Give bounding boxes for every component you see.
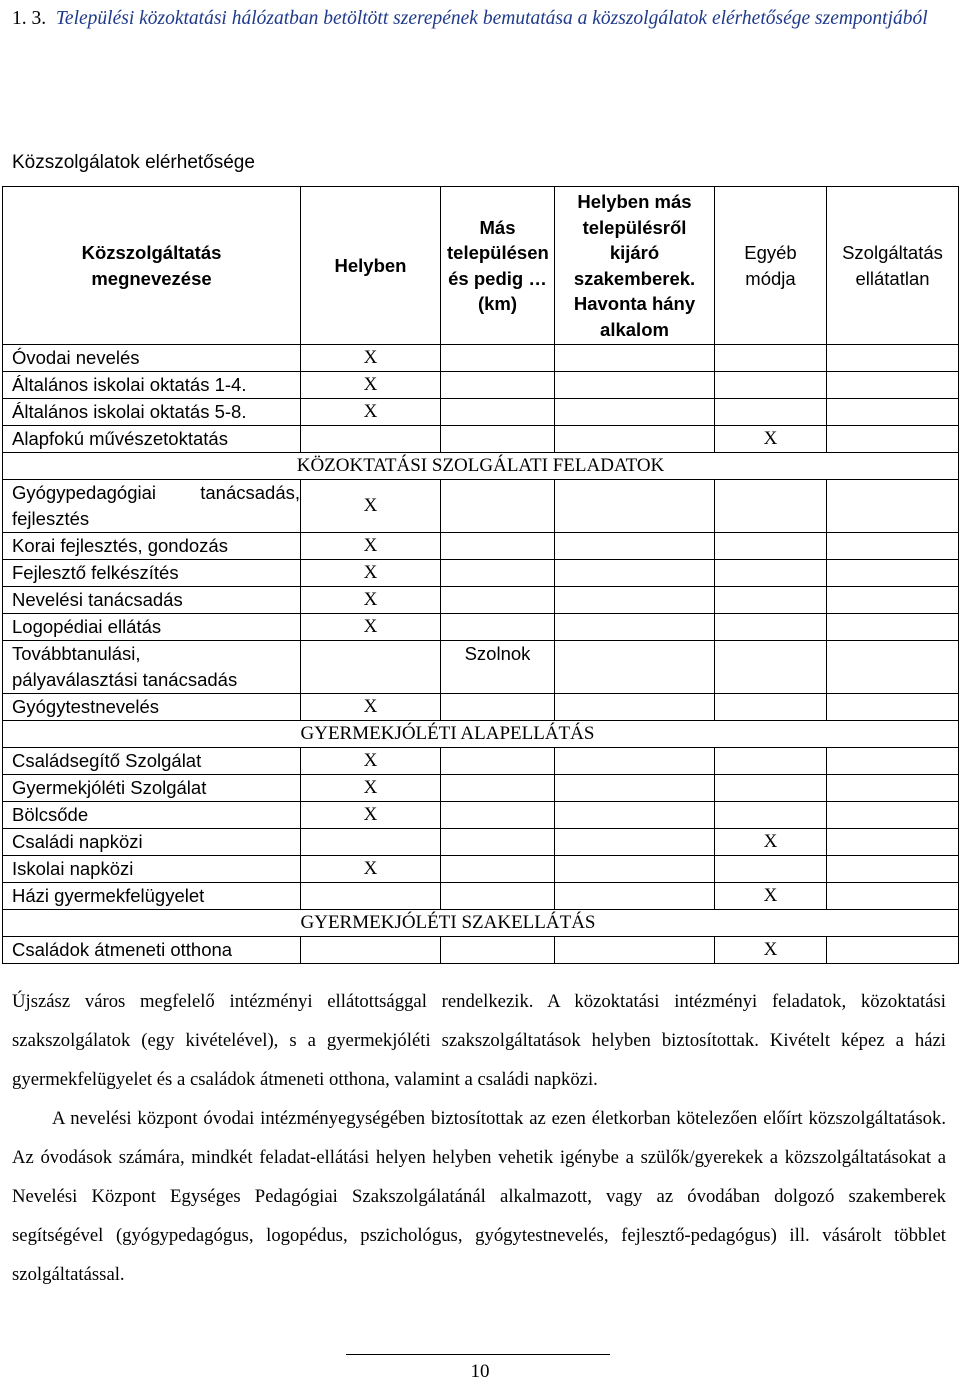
mas-value (441, 480, 555, 533)
ellatatlan-mark (827, 802, 959, 829)
table-row (3, 937, 959, 964)
row-name: Továbbtanulási, pályaválasztási tanácsadás (3, 641, 301, 694)
kijaro-value (555, 775, 715, 802)
helyben-mark: X (301, 533, 441, 560)
egyeb-mark (715, 694, 827, 721)
row-name: Fejlesztő felkészítés (3, 560, 301, 587)
ellatatlan-mark (827, 883, 959, 910)
col-header-ellatatlan: Szolgáltatás ellátatlan (827, 187, 959, 345)
ellatatlan-mark (827, 937, 959, 964)
helyben-mark: X (301, 614, 441, 641)
col-header-name: Közszolgáltatás megnevezése (3, 187, 301, 345)
kijaro-value (555, 614, 715, 641)
section-label: GYERMEKJÓLÉTI SZAKELLÁTÁS (301, 910, 959, 937)
ellatatlan-mark (827, 829, 959, 856)
col-header-helyben: Helyben (301, 187, 441, 345)
helyben-mark: X (301, 480, 441, 533)
table-row (3, 533, 959, 560)
helyben-mark: X (301, 802, 441, 829)
section-label: GYERMEKJÓLÉTI ALAPELLÁTÁS (301, 721, 959, 748)
row-name: Családi napközi (3, 829, 301, 856)
mas-value (441, 560, 555, 587)
row-name: Gyógytestnevelés (3, 694, 301, 721)
table-row (3, 829, 959, 856)
mas-value (441, 533, 555, 560)
mas-value (441, 883, 555, 910)
helyben-mark (301, 937, 441, 964)
section-title: Települési közoktatási hálózatban betöltött szerepének bemutatása a közszolgálatok elérhetősége szempontjából (55, 8, 928, 29)
helyben-mark: X (301, 587, 441, 614)
kijaro-value (555, 560, 715, 587)
row-name: Házi gyermekfelügyelet (3, 883, 301, 910)
section-spacer (3, 721, 301, 748)
kijaro-value (555, 856, 715, 883)
helyben-mark (301, 426, 441, 453)
row-name: Családok átmeneti otthona (3, 937, 301, 964)
ellatatlan-mark (827, 775, 959, 802)
egyeb-mark (715, 399, 827, 426)
table-row (3, 560, 959, 587)
ellatatlan-mark (827, 694, 959, 721)
table-row (3, 883, 959, 910)
section-spacer (3, 910, 301, 937)
ellatatlan-mark (827, 748, 959, 775)
table-row (3, 802, 959, 829)
row-name-line2: fejlesztés (12, 508, 90, 529)
table-row (3, 345, 959, 372)
row-name: Bölcsőde (3, 802, 301, 829)
kijaro-value (555, 641, 715, 694)
paragraph-1: Újszász város megfelelő intézményi ellátottsággal rendelkezik. A közoktatási intézményi feladatok, közoktatási szakszolgálatok (egy kivételével), s a gyermekjóléti szakszolgáltatások helyben biztosítottak. Kivételt képez a házi gyermekfelügyelet és a családok átmeneti otthona, valamint a családi napközi. (12, 991, 946, 1090)
kijaro-value (555, 372, 715, 399)
kijaro-value (555, 399, 715, 426)
table-row (3, 587, 959, 614)
table-row (3, 856, 959, 883)
table-caption: Közszolgálatok elérhetősége (12, 152, 255, 173)
kijaro-value (555, 802, 715, 829)
mas-value (441, 372, 555, 399)
egyeb-mark (715, 533, 827, 560)
page-number: 10 (470, 1361, 490, 1382)
ellatatlan-mark (827, 345, 959, 372)
col-header-egyeb: Egyéb módja (715, 187, 827, 345)
kijaro-value (555, 937, 715, 964)
row-name: Általános iskolai oktatás 1-4. (3, 372, 301, 399)
section-row (3, 910, 959, 937)
table-row (3, 641, 959, 694)
egyeb-mark (715, 856, 827, 883)
mas-value (441, 426, 555, 453)
row-name: Gyermekjóléti Szolgálat (3, 775, 301, 802)
col-header-mas: Más településen és pedig … (km) (441, 187, 555, 345)
table-row (3, 372, 959, 399)
ellatatlan-mark (827, 641, 959, 694)
ellatatlan-mark (827, 426, 959, 453)
egyeb-mark: X (715, 883, 827, 910)
egyeb-mark: X (715, 829, 827, 856)
mas-value: Szolnok (441, 641, 555, 694)
helyben-mark (301, 641, 441, 694)
ellatatlan-mark (827, 399, 959, 426)
table-row (3, 480, 959, 533)
row-name: Óvodai nevelés (3, 345, 301, 372)
ellatatlan-mark (827, 587, 959, 614)
table-header-row (3, 187, 959, 345)
helyben-mark (301, 829, 441, 856)
mas-value (441, 587, 555, 614)
row-name: Logopédiai ellátás (3, 614, 301, 641)
egyeb-mark: X (715, 426, 827, 453)
paragraph-2: A nevelési központ óvodai intézményegységében biztosítottak az ezen életkorban kötelezően előírt közszolgáltatások. Az óvodások számára, mindkét feladat-ellátási helyen helyben vehetik igénybe a szülők/gyerekek a közszolgáltatásokat a Nevelési Központ Egységes Pedagógiai Szakszolgálatánál alkalmazott, vagy az óvodában dolgozó szakemberek segítségével (gyógypedagógus, logopédus, pszichológus, gyógytestnevelés, fejlesztő-pedagógus) ill. vásárolt többlet szolgáltatással. (12, 1108, 946, 1285)
mas-value (441, 694, 555, 721)
mas-value (441, 775, 555, 802)
ellatatlan-mark (827, 856, 959, 883)
ellatatlan-mark (827, 480, 959, 533)
col-header-kijaro: Helyben más településről kijáró szakemberek. Havonta hány alkalom (555, 187, 715, 345)
kijaro-value (555, 426, 715, 453)
helyben-mark: X (301, 856, 441, 883)
kijaro-value (555, 480, 715, 533)
helyben-mark: X (301, 775, 441, 802)
egyeb-mark: X (715, 937, 827, 964)
table-row (3, 775, 959, 802)
row-name (3, 480, 301, 533)
ellatatlan-mark (827, 372, 959, 399)
section-number: 1. 3. (12, 8, 47, 29)
section-row (3, 721, 959, 748)
kijaro-value (555, 533, 715, 560)
ellatatlan-mark (827, 533, 959, 560)
section-label: KÖZOKTATÁSI SZOLGÁLATI FELADATOK (3, 453, 959, 480)
footer-rule (346, 1354, 610, 1355)
helyben-mark (301, 883, 441, 910)
kijaro-value (555, 694, 715, 721)
row-name: Családsegítő Szolgálat (3, 748, 301, 775)
ellatatlan-mark (827, 560, 959, 587)
helyben-mark: X (301, 399, 441, 426)
egyeb-mark (715, 614, 827, 641)
egyeb-mark (715, 372, 827, 399)
kijaro-value (555, 587, 715, 614)
mas-value (441, 748, 555, 775)
row-name: Általános iskolai oktatás 5-8. (3, 399, 301, 426)
egyeb-mark (715, 748, 827, 775)
row-name: Korai fejlesztés, gondozás (3, 533, 301, 560)
row-name: Alapfokú művészetoktatás (3, 426, 301, 453)
mas-value (441, 345, 555, 372)
row-name: Nevelési tanácsadás (3, 587, 301, 614)
kijaro-value (555, 345, 715, 372)
helyben-mark: X (301, 372, 441, 399)
table-row (3, 426, 959, 453)
mas-value (441, 856, 555, 883)
egyeb-mark (715, 775, 827, 802)
ellatatlan-mark (827, 614, 959, 641)
section-row (3, 453, 959, 480)
kijaro-value (555, 829, 715, 856)
kijaro-value (555, 748, 715, 775)
helyben-mark: X (301, 694, 441, 721)
section-heading (12, 0, 952, 37)
services-table (2, 186, 959, 964)
egyeb-mark (715, 802, 827, 829)
egyeb-mark (715, 560, 827, 587)
helyben-mark: X (301, 345, 441, 372)
mas-value (441, 829, 555, 856)
mas-value (441, 802, 555, 829)
table-row (3, 694, 959, 721)
helyben-mark: X (301, 560, 441, 587)
mas-value (441, 937, 555, 964)
egyeb-mark (715, 345, 827, 372)
table-row (3, 399, 959, 426)
table-row (3, 614, 959, 641)
helyben-mark: X (301, 748, 441, 775)
row-name: Iskolai napközi (3, 856, 301, 883)
mas-value (441, 399, 555, 426)
egyeb-mark (715, 641, 827, 694)
mas-value (441, 614, 555, 641)
row-name-line1: Gyógypedagógiai tanácsadás, (12, 482, 300, 503)
egyeb-mark (715, 587, 827, 614)
table-row (3, 748, 959, 775)
egyeb-mark (715, 480, 827, 533)
kijaro-value (555, 883, 715, 910)
